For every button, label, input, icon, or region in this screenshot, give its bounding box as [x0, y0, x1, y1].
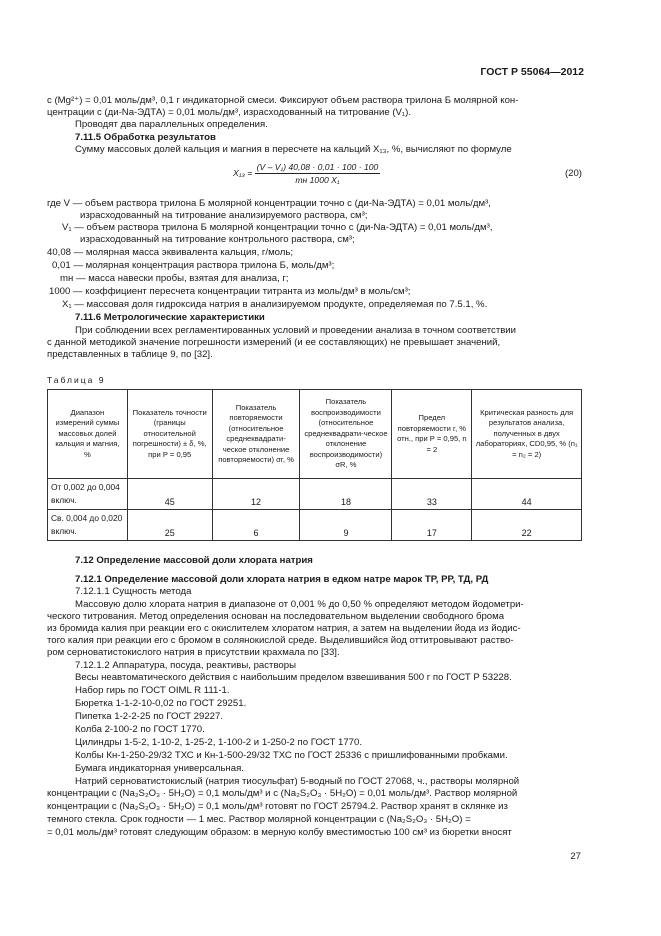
- table-value-cell: 9: [300, 510, 392, 541]
- text-line: Колба 2-100-2 по ГОСТ 1770.: [75, 724, 205, 735]
- section-heading: 7.12.1 Определение массовой доли хлората натрия в едком натре марок ТР, РР, ТД, РД: [75, 574, 489, 585]
- text-line: с данной методикой значение погрешности измерений (и ее составляющих) не превышает значений,: [47, 337, 501, 348]
- text-line: израсходованный на титрование анализируемого раствора, см³;: [80, 210, 368, 221]
- table-caption: Таблица 9: [47, 375, 106, 385]
- text-line: Цилиндры 1-5-2, 1-10-2, 1-25-2, 1-100-2 и 1-250-2 по ГОСТ 1770.: [75, 737, 363, 748]
- table-header-cell: Показатель воспроизводимости (относительное среднеквадрати-ческое отклонение воспроизводимости) σR, %: [300, 390, 392, 479]
- text-line: 7.12.1.1 Сущность метода: [75, 586, 192, 597]
- table-value-cell: 45: [127, 479, 212, 510]
- text-line: ческого титрования. Метод определения основан на последовательном выделении свободного брома: [47, 611, 505, 622]
- text-line: центрации с (ди-Na-ЭДТА) = 0,01 моль/дм³, израсходованный на титрование (V₁).: [47, 107, 412, 118]
- text-line: Бумага индикаторная универсальная.: [75, 763, 244, 774]
- text-line: Бюретка 1-1-2-10-0,02 по ГОСТ 29251.: [75, 698, 247, 709]
- table-header-cell: Предел повторяемости r, % отн., при P = 0,95, n = 2: [392, 390, 472, 479]
- text-line: 0,01 — молярная концентрация раствора трилона Б, моль/дм³;: [52, 260, 335, 271]
- table-header-cell: Показатель повторяемости (относительное среднеквадрати-ческое отклонение повторяемости) σr, %: [212, 390, 300, 479]
- text-line: 7.12.1.2 Аппаратура, посуда, реактивы, растворы: [75, 660, 296, 671]
- text-line: того калия при реакции его с бромом в солянокислой среде. Выделившийся йод оттитровывают раство-: [47, 635, 514, 646]
- text-line: из бромида калия при реакции его с окислителем хлоратом натрия, а затем на выделении йода из йодис-: [47, 623, 521, 634]
- table-row: [48, 510, 582, 541]
- text-line: Натрий серноватистокислый (натрия тиосульфат) 5-водный по ГОСТ 27068, ч., растворы молярной: [75, 776, 520, 787]
- text-line: Проводят два параллельных определения.: [75, 119, 268, 130]
- text-line: Весы неавтоматического действия с наибольшим пределом взвешивания 500 г по ГОСТ Р 53228.: [75, 672, 512, 683]
- text-line: Колбы Кн-1-250-29/32 ТХС и Кн-1-500-29/32 ТХС по ГОСТ 25336 с пришлифованными пробками.: [75, 750, 508, 761]
- table-header-cell: Критическая разность для результатов анализа, полученных в двух лабораториях, CD0,95, % (n₁ = n₂ = 2): [472, 390, 582, 479]
- text-line: темного стекла. Срок годности — 1 мес. Раствор молярной концентрации с (Na₂S₂O₃ · 5H₂O) =: [47, 814, 471, 825]
- text-line: израсходованный на титрование контрольного раствора, см³;: [80, 234, 355, 245]
- section-heading: 7.11.5 Обработка результатов: [75, 132, 216, 143]
- text-line: При соблюдении всех регламентированных условий и проведении анализа в точном соответствии: [75, 325, 517, 336]
- text-line: = 0,01 моль/дм³ готовят следующим образом: в мерную колбу вместимостью 100 см³ из бюретки вносят: [47, 827, 512, 838]
- table-header-cell: Диапазон измерений суммы массовых долей кальция и магния, %: [48, 390, 128, 479]
- formula-number: (20): [564, 168, 582, 179]
- text-line: Набор гирь по ГОСТ OIML R 111-1.: [75, 685, 230, 696]
- formula-lhs: X₁₃ =: [233, 167, 253, 178]
- table-range-cell: От 0,002 до 0,004 включ.: [48, 479, 128, 510]
- document-header: ГОСТ Р 55064—2012: [480, 66, 584, 78]
- table-value-cell: 25: [127, 510, 212, 541]
- table-value-cell: 17: [392, 510, 472, 541]
- text-line: концентрации с (Na₂S₂O₃ · 5H₂O) = 0,1 моль/дм³ и с (Na₂S₂O₃ · 5H₂O) = 0,01 моль/дм³. Раствор молярной: [47, 788, 518, 799]
- section-heading: 7.11.6 Метрологические характеристики: [75, 312, 265, 323]
- text-line: с (Mg²⁺) = 0,01 моль/дм³, 0,1 г индикаторной смеси. Фиксируют объем раствора трилона Б молярной кон-: [47, 95, 519, 106]
- text-line: концентрации с (Na₂S₂O₃ · 5H₂O) = 0,1 моль/дм³ готовят по ГОСТ 25794.2. Раствор хранят в склянке из: [47, 801, 508, 812]
- table-value-cell: 44: [472, 479, 582, 510]
- table-value-cell: 22: [472, 510, 582, 541]
- table-value-cell: 12: [212, 479, 300, 510]
- formula-20: [233, 162, 380, 185]
- text-line: Пипетка 1-2-2-25 по ГОСТ 29227.: [75, 711, 223, 722]
- text-line: Сумму массовых долей кальция и магния в пересчете на кальций X₁₃, %, вычисляют по формуле: [75, 144, 512, 155]
- page-number: 27: [570, 851, 581, 862]
- text-line: представленных в таблице 9, по [32].: [47, 349, 213, 360]
- table-value-cell: 18: [300, 479, 392, 510]
- section-heading: 7.12 Определение массовой доли хлората натрия: [75, 555, 313, 566]
- text-line: 1000 — коэффициент пересчета концентрации титранта из моль/дм³ в моль/см³;: [49, 286, 411, 297]
- formula-fraction: [255, 162, 381, 185]
- formula-numerator: (V – V₁) 40,08 · 0,01 · 100 · 100: [256, 162, 379, 172]
- text-line: где V — объем раствора трилона Б молярной концентрации точно с (ди-Na-ЭДТА) = 0,01 моль/дм³,: [47, 198, 491, 209]
- table-row: [48, 479, 582, 510]
- table-value-cell: 33: [392, 479, 472, 510]
- table-header-cell: Показатель точности (границы относительной погрешности) ± δ, %, при P = 0,95: [127, 390, 212, 479]
- text-line: V₁ — объем раствора трилона Б молярной концентрации точно с (ди-Na-ЭДТА) = 0,01 моль/дм³,: [62, 222, 493, 233]
- text-line: Массовую долю хлората натрия в диапазоне от 0,001 % до 0,50 % определяют методом йодометри-: [75, 599, 524, 610]
- table-range-cell: Св. 0,004 до 0,020 включ.: [48, 510, 128, 541]
- formula-denominator: mн 1000 X₁: [295, 175, 340, 185]
- text-line: ром серноватистокислого натрия в присутствии крахмала по [33].: [47, 647, 340, 658]
- text-line: mн — масса навески пробы, взятая для анализа, г;: [60, 273, 289, 284]
- table-9: [47, 389, 582, 541]
- text-line: X₁ — массовая доля гидроксида натрия в анализируемом продукте, определяемая по 7.5.1, %.: [62, 299, 488, 310]
- table-header-row: [48, 390, 582, 479]
- table-value-cell: 6: [212, 510, 300, 541]
- text-line: 40,08 — молярная масса эквивалента кальция, г/моль;: [47, 247, 294, 258]
